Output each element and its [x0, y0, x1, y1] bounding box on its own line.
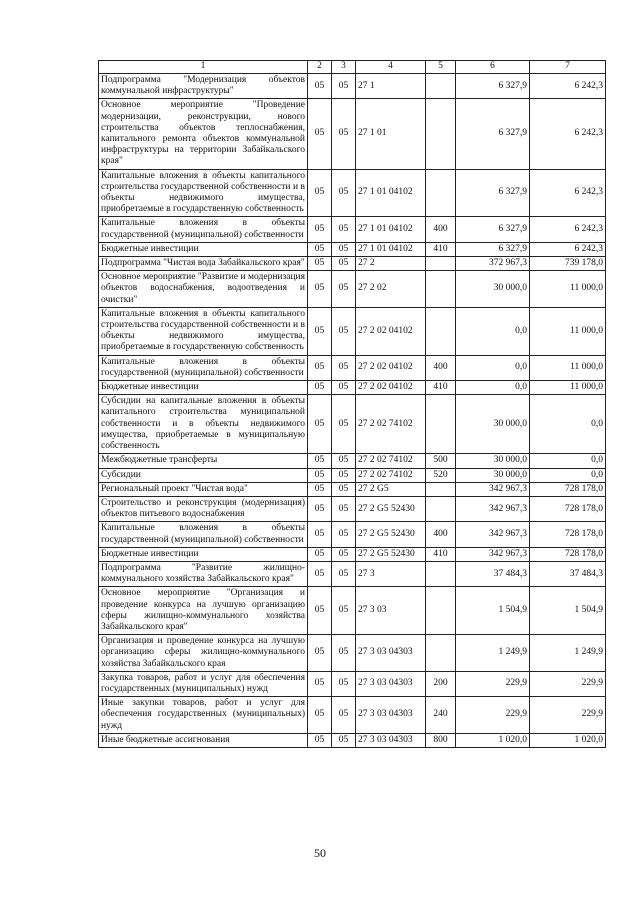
- amount-col7-cell: 229,9: [530, 671, 606, 696]
- amount-col7-cell: 11 000,0: [530, 381, 606, 395]
- subsection-code-cell: 05: [332, 547, 356, 561]
- table-row: [99, 271, 606, 308]
- header-cell: 5: [426, 61, 456, 74]
- expense-type-cell: 240: [426, 697, 456, 734]
- table-row: [99, 454, 606, 468]
- amount-col7-cell: 0,0: [530, 468, 606, 482]
- amount-col6-cell: 1 504,9: [456, 587, 530, 635]
- subsection-code-cell: 05: [332, 587, 356, 635]
- amount-col7-cell: 739 178,0: [530, 257, 606, 271]
- row-name-cell: Субсидии: [99, 468, 308, 482]
- table-row: [99, 99, 606, 169]
- subsection-code-cell: 05: [332, 395, 356, 454]
- amount-col6-cell: 1 249,9: [456, 635, 530, 672]
- table-row: [99, 395, 606, 454]
- section-code-cell: 05: [308, 468, 332, 482]
- subsection-code-cell: 05: [332, 454, 356, 468]
- section-code-cell: 05: [308, 271, 332, 308]
- expense-type-cell: 400: [426, 355, 456, 380]
- subsection-code-cell: 05: [332, 468, 356, 482]
- subsection-code-cell: 05: [332, 561, 356, 586]
- row-name-cell: Подпрограмма "Развитие жилищно-коммунального хозяйства Забайкальского края": [99, 561, 308, 586]
- expense-type-cell: 410: [426, 381, 456, 395]
- amount-col7-cell: 728 178,0: [530, 547, 606, 561]
- target-article-cell: 27 2 02 74102: [356, 468, 426, 482]
- table-row: [99, 697, 606, 734]
- target-article-cell: 27 3 03 04303: [356, 733, 426, 747]
- row-name-cell: Региональный проект "Чистая вода": [99, 482, 308, 496]
- expense-type-cell: 200: [426, 671, 456, 696]
- row-name-cell: Строительство и реконструкция (модернизация) объектов питьевого водоснабжения: [99, 496, 308, 521]
- amount-col7-cell: 0,0: [530, 395, 606, 454]
- target-article-cell: 27 3 03 04303: [356, 697, 426, 734]
- expense-type-cell: 500: [426, 454, 456, 468]
- table-row: [99, 217, 606, 242]
- budget-table: [98, 60, 606, 748]
- amount-col6-cell: 6 327,9: [456, 169, 530, 217]
- target-article-cell: 27 1 01: [356, 99, 426, 169]
- expense-type-cell: 800: [426, 733, 456, 747]
- expense-type-cell: [426, 635, 456, 672]
- subsection-code-cell: 05: [332, 257, 356, 271]
- row-name-cell: Организация и проведение конкурса на лучшую организацию сферы жилищно-коммунального хозяйства Забайкальского края: [99, 635, 308, 672]
- amount-col7-cell: 1 249,9: [530, 635, 606, 672]
- subsection-code-cell: 05: [332, 307, 356, 355]
- amount-col6-cell: 372 967,3: [456, 257, 530, 271]
- section-code-cell: 05: [308, 733, 332, 747]
- table-row: [99, 733, 606, 747]
- row-name-cell: Подпрограмма "Модернизация объектов коммунальной инфраструктуры": [99, 74, 308, 99]
- table-row: [99, 482, 606, 496]
- expense-type-cell: 410: [426, 547, 456, 561]
- table-row: [99, 307, 606, 355]
- subsection-code-cell: 05: [332, 271, 356, 308]
- amount-col7-cell: 6 242,3: [530, 169, 606, 217]
- row-name-cell: Капитальные вложения в объекты капитального строительства государственной собственности и в объекты недвижимого имущества, приобретаемые в государственную собственность: [99, 169, 308, 217]
- row-name-cell: Иные бюджетные ассигнования: [99, 733, 308, 747]
- row-name-cell: Закупка товаров, работ и услуг для обеспечения государственных (муниципальных) нужд: [99, 671, 308, 696]
- row-name-cell: Капитальные вложения в объекты государственной (муниципальной) собственности: [99, 355, 308, 380]
- subsection-code-cell: 05: [332, 671, 356, 696]
- section-code-cell: 05: [308, 99, 332, 169]
- section-code-cell: 05: [308, 587, 332, 635]
- amount-col7-cell: 728 178,0: [530, 496, 606, 521]
- expense-type-cell: [426, 587, 456, 635]
- target-article-cell: 27 3 03 04303: [356, 635, 426, 672]
- expense-type-cell: [426, 99, 456, 169]
- target-article-cell: 27 2 G5 52430: [356, 547, 426, 561]
- header-cell: 2: [308, 61, 332, 74]
- table-row: [99, 355, 606, 380]
- table-header-row: [99, 61, 606, 74]
- amount-col6-cell: 6 327,9: [456, 99, 530, 169]
- header-cell: 4: [356, 61, 426, 74]
- row-name-cell: Подпрограмма "Чистая вода Забайкальского края": [99, 257, 308, 271]
- target-article-cell: 27 2 02 04102: [356, 307, 426, 355]
- subsection-code-cell: 05: [332, 355, 356, 380]
- subsection-code-cell: 05: [332, 733, 356, 747]
- target-article-cell: 27 2 02 74102: [356, 454, 426, 468]
- amount-col7-cell: 728 178,0: [530, 482, 606, 496]
- expense-type-cell: 520: [426, 468, 456, 482]
- amount-col7-cell: 6 242,3: [530, 242, 606, 256]
- table-row: [99, 242, 606, 256]
- subsection-code-cell: 05: [332, 242, 356, 256]
- target-article-cell: 27 1 01 04102: [356, 169, 426, 217]
- expense-type-cell: [426, 169, 456, 217]
- target-article-cell: 27 3 03: [356, 587, 426, 635]
- target-article-cell: 27 3: [356, 561, 426, 586]
- target-article-cell: 27 2: [356, 257, 426, 271]
- row-name-cell: Бюджетные инвестиции: [99, 242, 308, 256]
- amount-col6-cell: 229,9: [456, 671, 530, 696]
- amount-col7-cell: 1 504,9: [530, 587, 606, 635]
- expense-type-cell: [426, 257, 456, 271]
- amount-col7-cell: 11 000,0: [530, 271, 606, 308]
- target-article-cell: 27 1 01 04102: [356, 242, 426, 256]
- amount-col6-cell: 1 020,0: [456, 733, 530, 747]
- amount-col7-cell: 0,0: [530, 454, 606, 468]
- subsection-code-cell: 05: [332, 74, 356, 99]
- amount-col6-cell: 342 967,3: [456, 522, 530, 547]
- section-code-cell: 05: [308, 381, 332, 395]
- amount-col6-cell: 30 000,0: [456, 395, 530, 454]
- section-code-cell: 05: [308, 242, 332, 256]
- expense-type-cell: [426, 395, 456, 454]
- section-code-cell: 05: [308, 482, 332, 496]
- table-row: [99, 468, 606, 482]
- section-code-cell: 05: [308, 355, 332, 380]
- row-name-cell: Межбюджетные трансферты: [99, 454, 308, 468]
- amount-col7-cell: 728 178,0: [530, 522, 606, 547]
- amount-col7-cell: 6 242,3: [530, 217, 606, 242]
- table-row: [99, 496, 606, 521]
- row-name-cell: Капитальные вложения в объекты капитального строительства государственной собственности и в объекты недвижимого имущества, приобретаемые в государственную собственность: [99, 307, 308, 355]
- subsection-code-cell: 05: [332, 217, 356, 242]
- page-number: 50: [314, 846, 326, 860]
- table-row: [99, 587, 606, 635]
- table-row: [99, 561, 606, 586]
- header-cell: 7: [530, 61, 606, 74]
- target-article-cell: 27 2 02 04102: [356, 355, 426, 380]
- amount-col6-cell: 342 967,3: [456, 482, 530, 496]
- section-code-cell: 05: [308, 169, 332, 217]
- table-row: [99, 671, 606, 696]
- table-row: [99, 169, 606, 217]
- amount-col6-cell: 6 327,9: [456, 242, 530, 256]
- table-row: [99, 522, 606, 547]
- section-code-cell: 05: [308, 257, 332, 271]
- target-article-cell: 27 1 01 04102: [356, 217, 426, 242]
- amount-col7-cell: 11 000,0: [530, 307, 606, 355]
- subsection-code-cell: 05: [332, 522, 356, 547]
- expense-type-cell: 410: [426, 242, 456, 256]
- amount-col6-cell: 37 484,3: [456, 561, 530, 586]
- amount-col7-cell: 37 484,3: [530, 561, 606, 586]
- section-code-cell: 05: [308, 454, 332, 468]
- target-article-cell: 27 1: [356, 74, 426, 99]
- amount-col7-cell: 1 020,0: [530, 733, 606, 747]
- amount-col6-cell: 0,0: [456, 307, 530, 355]
- section-code-cell: 05: [308, 74, 332, 99]
- row-name-cell: Капитальные вложения в объекты государственной (муниципальной) собственности: [99, 217, 308, 242]
- expense-type-cell: [426, 482, 456, 496]
- header-cell: 1: [99, 61, 308, 74]
- expense-type-cell: [426, 561, 456, 586]
- row-name-cell: Бюджетные инвестиции: [99, 381, 308, 395]
- target-article-cell: 27 2 02 74102: [356, 395, 426, 454]
- amount-col6-cell: 30 000,0: [456, 468, 530, 482]
- table-row: [99, 74, 606, 99]
- amount-col6-cell: 30 000,0: [456, 271, 530, 308]
- amount-col7-cell: 6 242,3: [530, 74, 606, 99]
- amount-col7-cell: 229,9: [530, 697, 606, 734]
- table-body: [99, 74, 606, 748]
- subsection-code-cell: 05: [332, 169, 356, 217]
- expense-type-cell: 400: [426, 217, 456, 242]
- section-code-cell: 05: [308, 307, 332, 355]
- subsection-code-cell: 05: [332, 99, 356, 169]
- subsection-code-cell: 05: [332, 496, 356, 521]
- expense-type-cell: [426, 307, 456, 355]
- header-cell: 6: [456, 61, 530, 74]
- row-name-cell: Основное мероприятие "Организация и проведение конкурса на лучшую организацию сферы жилищно-коммунального хозяйства Забайкальского края": [99, 587, 308, 635]
- target-article-cell: 27 3 03 04303: [356, 671, 426, 696]
- amount-col6-cell: 6 327,9: [456, 74, 530, 99]
- row-name-cell: Субсидии на капитальные вложения в объекты капитального строительства муниципальной собственности и в объекты недвижимого имущества, приобретаемые в муниципальную собственность: [99, 395, 308, 454]
- expense-type-cell: [426, 496, 456, 521]
- amount-col6-cell: 0,0: [456, 381, 530, 395]
- amount-col7-cell: 11 000,0: [530, 355, 606, 380]
- amount-col6-cell: 6 327,9: [456, 217, 530, 242]
- section-code-cell: 05: [308, 671, 332, 696]
- section-code-cell: 05: [308, 522, 332, 547]
- amount-col6-cell: 342 967,3: [456, 496, 530, 521]
- amount-col6-cell: 0,0: [456, 355, 530, 380]
- table-row: [99, 381, 606, 395]
- subsection-code-cell: 05: [332, 635, 356, 672]
- section-code-cell: 05: [308, 547, 332, 561]
- subsection-code-cell: 05: [332, 697, 356, 734]
- section-code-cell: 05: [308, 561, 332, 586]
- row-name-cell: Бюджетные инвестиции: [99, 547, 308, 561]
- amount-col7-cell: 6 242,3: [530, 99, 606, 169]
- table-row: [99, 257, 606, 271]
- section-code-cell: 05: [308, 496, 332, 521]
- table-row: [99, 635, 606, 672]
- target-article-cell: 27 2 G5 52430: [356, 496, 426, 521]
- expense-type-cell: 400: [426, 522, 456, 547]
- expense-type-cell: [426, 271, 456, 308]
- row-name-cell: Иные закупки товаров, работ и услуг для обеспечения государственных (муниципальных) нужд: [99, 697, 308, 734]
- row-name-cell: Основное мероприятие "Проведение модернизации, реконструкции, нового строительства объектов теплоснабжения, капитального ремонта объектов коммунальной инфраструктуры на территории Забайкальского края": [99, 99, 308, 169]
- row-name-cell: Основное мероприятие "Развитие и модернизация объектов водоснабжения, водоотведения и очистки": [99, 271, 308, 308]
- target-article-cell: 27 2 02: [356, 271, 426, 308]
- expense-type-cell: [426, 74, 456, 99]
- target-article-cell: 27 2 G5 52430: [356, 522, 426, 547]
- subsection-code-cell: 05: [332, 482, 356, 496]
- target-article-cell: 27 2 02 04102: [356, 381, 426, 395]
- header-cell: 3: [332, 61, 356, 74]
- amount-col6-cell: 229,9: [456, 697, 530, 734]
- row-name-cell: Капитальные вложения в объекты государственной (муниципальной) собственности: [99, 522, 308, 547]
- subsection-code-cell: 05: [332, 381, 356, 395]
- section-code-cell: 05: [308, 395, 332, 454]
- section-code-cell: 05: [308, 635, 332, 672]
- table-row: [99, 547, 606, 561]
- section-code-cell: 05: [308, 217, 332, 242]
- amount-col6-cell: 342 967,3: [456, 547, 530, 561]
- target-article-cell: 27 2 G5: [356, 482, 426, 496]
- section-code-cell: 05: [308, 697, 332, 734]
- amount-col6-cell: 30 000,0: [456, 454, 530, 468]
